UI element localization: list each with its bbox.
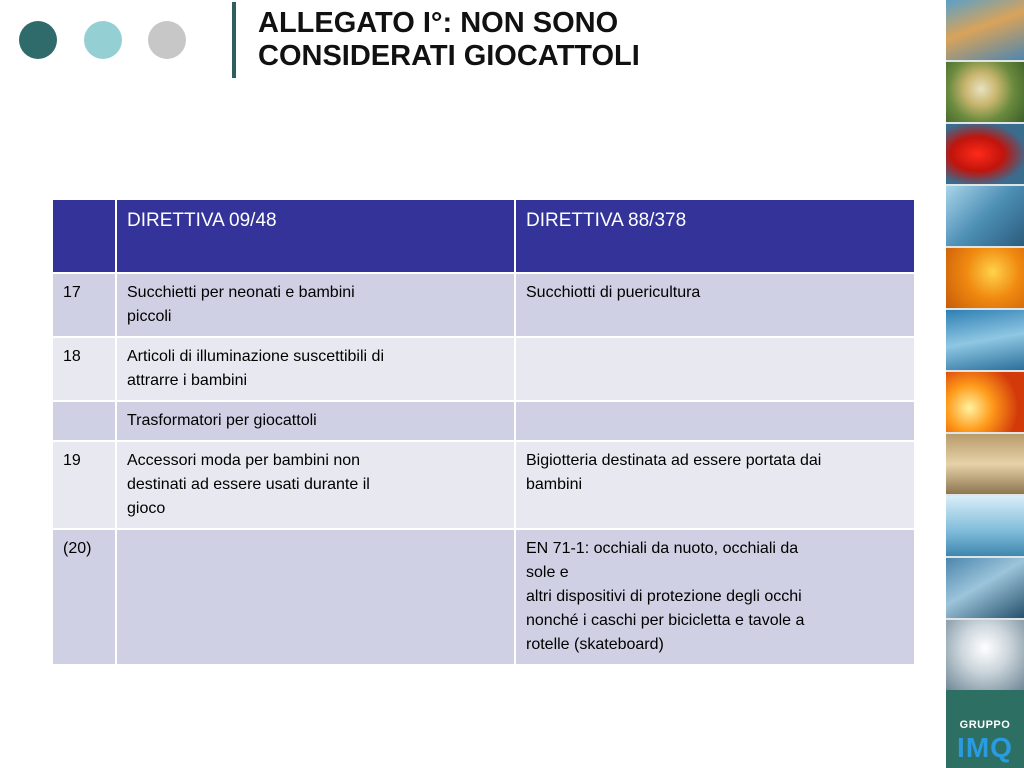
directive-88-378-cell xyxy=(515,401,915,441)
directive-88-378-cell xyxy=(515,337,915,401)
photo-tile xyxy=(946,620,1024,692)
photo-tile xyxy=(946,62,1024,124)
photo-tile xyxy=(946,310,1024,372)
photo-tile xyxy=(946,434,1024,496)
directive-09-48-cell: Trasformatori per giocattoli xyxy=(116,401,515,441)
row-number xyxy=(52,401,116,441)
logo-line-1: GRUPPO xyxy=(959,719,1011,731)
photo-tile xyxy=(946,248,1024,310)
photo-tile xyxy=(946,372,1024,434)
slide-title-line-1: ALLEGATO I°: NON SONO xyxy=(258,7,619,39)
row-number: 18 xyxy=(52,337,116,401)
row-number: (20) xyxy=(52,529,116,665)
directive-09-48-cell: Succhietti per neonati e bambini piccoli xyxy=(116,273,515,337)
directive-88-378-cell: Succhiotti di puericultura xyxy=(515,273,915,337)
photo-strip xyxy=(946,0,1024,690)
header-directive-88-378: DIRETTIVA 88/378 xyxy=(515,199,915,273)
decor-dot-dark xyxy=(19,21,57,59)
photo-tile xyxy=(946,496,1024,558)
slide-title xyxy=(258,7,918,73)
table-row xyxy=(52,441,915,529)
directive-09-48-cell: Articoli di illuminazione suscettibili di attrarre i bambini xyxy=(116,337,515,401)
row-number: 17 xyxy=(52,273,116,337)
header-number xyxy=(52,199,116,273)
logo-line-2: IMQ xyxy=(957,732,1013,763)
slide-title-line-2: CONSIDERATI GIOCATTOLI xyxy=(258,40,640,72)
photo-tile xyxy=(946,558,1024,620)
table-row xyxy=(52,529,915,665)
table-row xyxy=(52,401,915,441)
directive-88-378-cell: EN 71-1: occhiali da nuoto, occhiali da sole e altri dispositivi di protezione degli occhi nonché i caschi per bicicletta e tavole a rotelle (skateboard) xyxy=(515,529,915,665)
row-number: 19 xyxy=(52,441,116,529)
table-header-row xyxy=(52,199,915,273)
photo-tile xyxy=(946,124,1024,186)
photo-tile xyxy=(946,0,1024,62)
directive-09-48-cell: Accessori moda per bambini non destinati ad essere usati durante il gioco xyxy=(116,441,515,529)
table-row xyxy=(52,273,915,337)
company-logo xyxy=(946,690,1024,768)
decor-dot-grey xyxy=(148,21,186,59)
decor-dot-light xyxy=(84,21,122,59)
directive-09-48-cell xyxy=(116,529,515,665)
table-row xyxy=(52,337,915,401)
header-directive-09-48: DIRETTIVA 09/48 xyxy=(116,199,515,273)
comparison-table xyxy=(51,198,916,666)
directive-88-378-cell: Bigiotteria destinata ad essere portata dai bambini xyxy=(515,441,915,529)
photo-tile xyxy=(946,186,1024,248)
title-divider xyxy=(232,2,236,78)
